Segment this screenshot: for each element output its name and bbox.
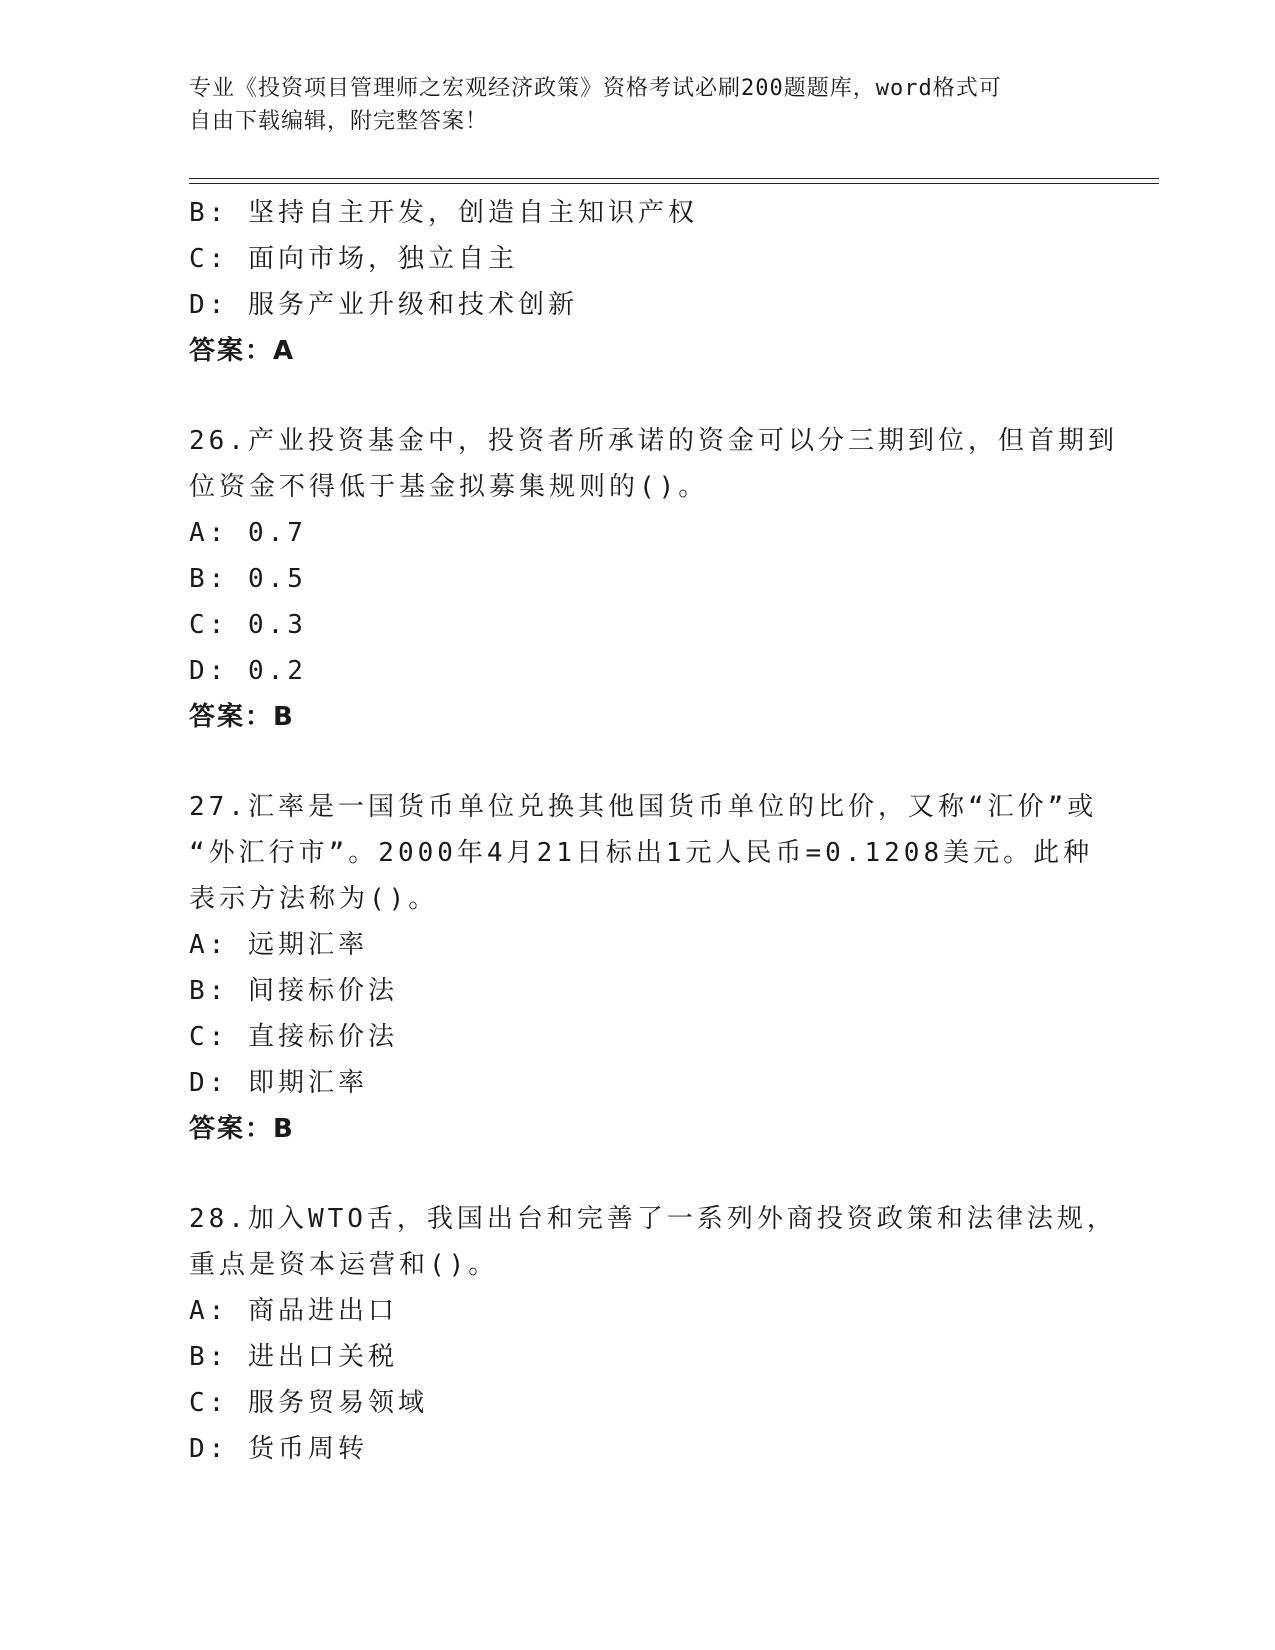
option-b: B: 进出口关税 — [189, 1342, 398, 1372]
option-d: D: 即期汇率 — [189, 1068, 368, 1098]
answer-line: 答案：B — [189, 702, 295, 732]
question-text-line-2: “外汇行市”。2000年4月21日标出1元人民币=0.1208美元。此种 — [189, 838, 1094, 868]
option-d: D: 货币周转 — [189, 1434, 368, 1464]
question-text-line-1: 26.产业投资基金中，投资者所承诺的资金可以分三期到位，但首期到 — [189, 426, 1118, 456]
option-a: A: 0.7 — [189, 518, 307, 548]
option-c: C: 0.3 — [189, 610, 307, 640]
option-d: D: 服务产业升级和技术创新 — [189, 290, 578, 320]
option-a: A: 远期汇率 — [189, 930, 368, 960]
option-b: B: 0.5 — [189, 564, 307, 594]
header-line-2: 自由下载编辑，附完整答案！ — [189, 109, 489, 134]
question-26 — [189, 418, 1118, 740]
header-line-1: 专业《投资项目管理师之宏观经济政策》资格考试必刷200题题库，word格式可 — [189, 76, 1002, 101]
option-c: C: 面向市场，独立自主 — [189, 244, 518, 274]
option-a: A: 商品进出口 — [189, 1296, 398, 1326]
header-divider-top — [189, 178, 1159, 179]
option-c: C: 服务贸易领域 — [189, 1388, 428, 1418]
option-b: B: 坚持自主开发，创造自主知识产权 — [189, 198, 698, 228]
option-b: B: 间接标价法 — [189, 976, 398, 1006]
question-25-continued — [189, 190, 1089, 374]
option-d: D: 0.2 — [189, 656, 307, 686]
question-text-line-2: 重点是资本运营和()。 — [189, 1250, 499, 1280]
answer-line: 答案：A — [189, 336, 296, 366]
answer-line: 答案：B — [189, 1114, 295, 1144]
question-list — [189, 190, 1118, 1472]
option-c: C: 直接标价法 — [189, 1022, 398, 1052]
question-28 — [189, 1196, 1117, 1472]
document-header — [189, 72, 1089, 138]
question-text-line-2: 位资金不得低于基金拟募集规则的()。 — [189, 472, 709, 502]
question-text-line-1: 27.汇率是一国货币单位兑换其他国货币单位的比价，又称“汇价”或 — [189, 792, 1098, 822]
question-27 — [189, 784, 1098, 1152]
header-divider-bottom — [189, 183, 1159, 184]
question-text-line-3: 表示方法称为()。 — [189, 884, 439, 914]
question-text-line-1: 28.加入WTO舌，我国出台和完善了一系列外商投资政策和法律法规， — [189, 1204, 1117, 1234]
